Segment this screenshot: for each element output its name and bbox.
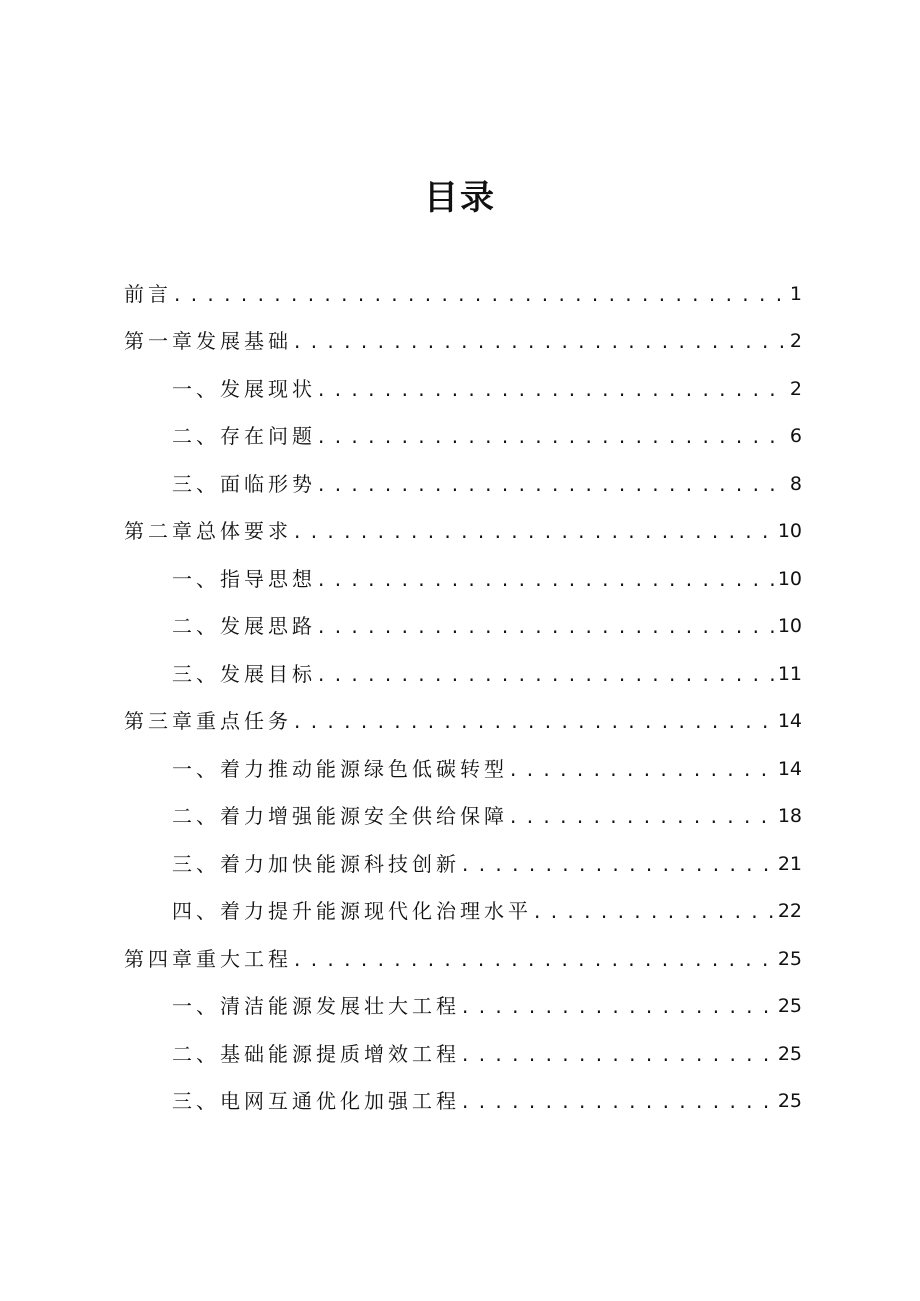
toc-page-number: 2 (789, 377, 802, 400)
toc-entry-text: 第三章重点任务 (124, 709, 292, 734)
toc-dot-leader (318, 565, 774, 593)
toc-dot-leader (462, 850, 774, 878)
toc-dot-leader (318, 612, 774, 640)
toc-dot-leader (294, 707, 774, 735)
toc-dot-leader (534, 897, 774, 925)
toc-dot-leader (294, 945, 774, 973)
toc-entry[interactable] (124, 888, 802, 936)
toc-entry[interactable] (124, 793, 802, 841)
toc-dot-leader (510, 802, 774, 830)
toc-entry[interactable] (124, 365, 802, 413)
toc-entry-text: 三、发展目标 (172, 661, 316, 686)
toc-dot-leader (294, 517, 774, 545)
toc-dot-leader (510, 755, 774, 783)
toc-entry-text: 前言 (124, 281, 172, 306)
toc-page-number: 2 (789, 330, 802, 353)
toc-page-number: 10 (777, 567, 802, 590)
toc-dot-leader (318, 660, 774, 688)
toc-dot-leader (462, 1040, 774, 1068)
toc-dot-leader (318, 375, 786, 403)
toc-entry-text: 三、电网互通优化加强工程 (172, 1089, 460, 1114)
toc-entry-text: 第四章重大工程 (124, 946, 292, 971)
toc-entry-text: 三、面临形势 (172, 471, 316, 496)
toc-page-number: 14 (777, 757, 802, 780)
toc-entry[interactable] (124, 318, 802, 366)
toc-entry[interactable] (124, 460, 802, 508)
toc-entry-text: 第一章发展基础 (124, 329, 292, 354)
toc-entry[interactable] (124, 698, 802, 746)
toc-page-number: 10 (777, 520, 802, 543)
toc-entry-text: 二、基础能源提质增效工程 (172, 1041, 460, 1066)
table-of-contents (124, 270, 802, 1125)
toc-entry-text: 一、着力推动能源绿色低碳转型 (172, 756, 508, 781)
toc-page-number: 25 (777, 1042, 802, 1065)
toc-dot-leader (318, 470, 786, 498)
toc-page-number: 25 (777, 947, 802, 970)
toc-page-number: 25 (777, 1090, 802, 1113)
toc-page-number: 18 (777, 805, 802, 828)
toc-dot-leader (174, 280, 786, 308)
toc-page-number: 11 (777, 662, 802, 685)
toc-page-number: 22 (777, 900, 802, 923)
toc-entry[interactable] (124, 935, 802, 983)
toc-entry-text: 二、着力增强能源安全供给保障 (172, 804, 508, 829)
toc-dot-leader (462, 992, 774, 1020)
toc-entry[interactable] (124, 1078, 802, 1126)
toc-entry-text: 第二章总体要求 (124, 519, 292, 544)
toc-entry-text: 一、发展现状 (172, 376, 316, 401)
toc-dot-leader (462, 1087, 774, 1115)
toc-page-number: 6 (789, 425, 802, 448)
toc-page-number: 21 (777, 852, 802, 875)
toc-entry-text: 一、指导思想 (172, 566, 316, 591)
toc-entry-text: 二、发展思路 (172, 614, 316, 639)
toc-entry-text: 四、着力提升能源现代化治理水平 (172, 899, 532, 924)
toc-page-number: 1 (789, 282, 802, 305)
toc-entry[interactable] (124, 413, 802, 461)
toc-entry-text: 二、存在问题 (172, 424, 316, 449)
toc-entry[interactable] (124, 603, 802, 651)
toc-entry[interactable] (124, 508, 802, 556)
toc-entry[interactable] (124, 745, 802, 793)
toc-entry[interactable] (124, 650, 802, 698)
toc-dot-leader (294, 327, 786, 355)
toc-entry-text: 三、着力加快能源科技创新 (172, 851, 460, 876)
toc-entry[interactable] (124, 555, 802, 603)
page-title: 目录 (424, 178, 496, 218)
toc-page-number: 25 (777, 995, 802, 1018)
toc-dot-leader (318, 422, 786, 450)
toc-page-number: 14 (777, 710, 802, 733)
toc-entry[interactable] (124, 1030, 802, 1078)
toc-page-number: 10 (777, 615, 802, 638)
toc-entry[interactable] (124, 840, 802, 888)
toc-entry-text: 一、清洁能源发展壮大工程 (172, 994, 460, 1019)
toc-page-number: 8 (789, 472, 802, 495)
toc-entry[interactable] (124, 270, 802, 318)
toc-entry[interactable] (124, 983, 802, 1031)
